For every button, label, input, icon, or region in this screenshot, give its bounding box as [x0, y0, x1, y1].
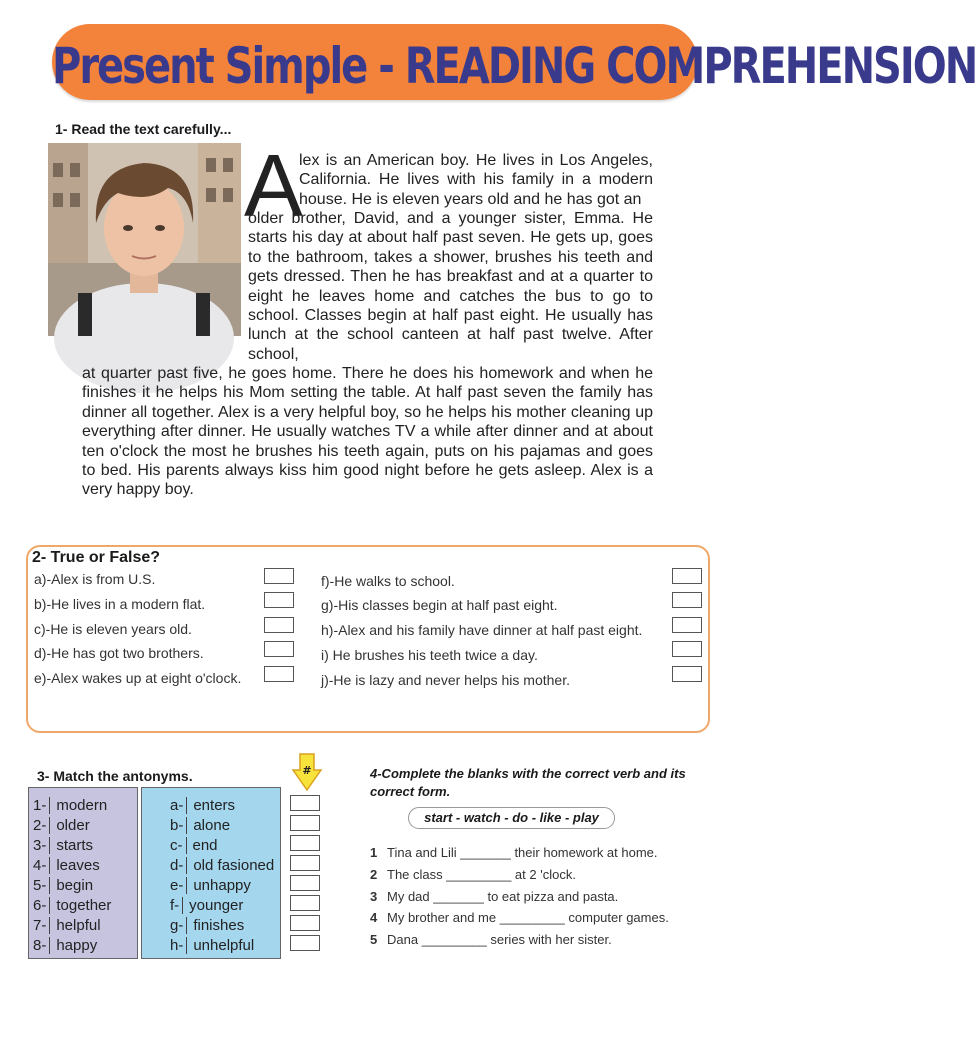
blank-sentence-2[interactable]: 2 The class _________ at 2 'clock. — [370, 867, 576, 882]
match-b-row: a- enters — [170, 797, 236, 814]
match-answer-box-7[interactable] — [290, 915, 320, 931]
match-b-row: f- younger — [170, 897, 244, 914]
match-a-row: 2- older — [33, 817, 90, 834]
title-banner — [52, 24, 976, 100]
match-a-row: 8- happy — [33, 937, 98, 954]
match-b-row: e- unhappy — [170, 877, 251, 894]
tf-answer-box-i[interactable] — [672, 641, 702, 657]
tf-answer-box-d[interactable] — [264, 641, 294, 657]
verb-bank: start - watch - do - like - play — [408, 807, 615, 829]
arrow-down-icon — [292, 752, 322, 792]
match-b-row: g- finishes — [170, 917, 245, 934]
drop-cap-letter: A — [244, 136, 303, 235]
tf-statement-h: h)-Alex and his family have dinner at half past eight. — [321, 622, 643, 638]
story-paragraph-1: lex is an American boy. He lives in Los Angeles, California. He lives with his family in a modern house. He is eleven years old and he has got an — [299, 152, 653, 208]
tf-answer-box-f[interactable] — [672, 568, 702, 584]
tf-answer-box-h[interactable] — [672, 617, 702, 633]
blank-sentence-5[interactable]: 5 Dana _________ series with her sister. — [370, 932, 612, 947]
match-a-row: 3- starts — [33, 837, 94, 854]
match-b-row: c- end — [170, 837, 218, 854]
story-paragraph-3: at quarter past five, he goes home. There he does his homework and when he finishes it he helps his Mom setting the table. At half past seven the family has dinner all together. Alex is a very helpful boy, so he helps his mother cleaning up everything after dinner. He usually watches TV a while after dinner and at about ten o'clock the most he brushes his teeth again, puts on his pajamas and goes to bed. His parents always kiss him good night before he gets asleep. Alex is a very happy boy. — [82, 365, 653, 499]
match-a-row: 7- helpful — [33, 917, 101, 934]
match-answer-box-4[interactable] — [290, 855, 320, 871]
tf-statement-g: g)-His classes begin at half past eight. — [321, 597, 558, 613]
tf-statement-c: c)-He is eleven years old. — [34, 621, 192, 637]
blank-sentence-4[interactable]: 4 My brother and me _________ computer games. — [370, 910, 669, 925]
tf-answer-box-b[interactable] — [264, 592, 294, 608]
section4-title: 4-Complete the blanks with the correct verb and its correct form. — [370, 766, 686, 799]
match-answer-box-2[interactable] — [290, 815, 320, 831]
tf-answer-box-e[interactable] — [264, 666, 294, 682]
match-answer-box-6[interactable] — [290, 895, 320, 911]
match-a-row: 1- modern — [33, 797, 108, 814]
match-b-row: d- old fasioned — [170, 857, 275, 874]
match-answer-box-3[interactable] — [290, 835, 320, 851]
tf-answer-box-j[interactable] — [672, 666, 702, 682]
tf-statement-i: i) He brushes his teeth twice a day. — [321, 647, 538, 663]
tf-statement-d: d)-He has got two brothers. — [34, 645, 204, 661]
story-paragraph-2: older brother, David, and a younger sister, Emma. He starts his day at about half past seven. He gets up, goes to the bathroom, takes a shower, brushes his teeth and gets dressed. Then he has breakfast and at a quarter to eight he leaves home and catches the bus to go to school. Classes begin at half past eight. He usually has lunch at the school canteen at half past twelve. After school, — [248, 210, 653, 363]
tf-answer-box-c[interactable] — [264, 617, 294, 633]
blank-sentence-3[interactable]: 3 My dad _______ to eat pizza and pasta. — [370, 889, 619, 904]
match-b-row: b- alone — [170, 817, 231, 834]
match-b-row: h- unhelpful — [170, 937, 255, 954]
tf-answer-box-a[interactable] — [264, 568, 294, 584]
tf-statement-a: a)-Alex is from U.S. — [34, 571, 156, 587]
tf-statement-e: e)-Alex wakes up at eight o'clock. — [34, 670, 242, 686]
match-a-row: 6- together — [33, 897, 112, 914]
tf-statement-b: b)-He lives in a modern flat. — [34, 596, 206, 612]
blank-sentence-1[interactable]: 1 Tina and Lili _______ their homework at home. — [370, 845, 658, 860]
tf-statement-f: f)-He walks to school. — [321, 573, 455, 589]
tf-answer-box-g[interactable] — [672, 592, 702, 608]
page-title: Present Simple - READING COMPREHENSION — [52, 38, 976, 96]
arrow-label: # — [302, 764, 312, 777]
match-answer-box-5[interactable] — [290, 875, 320, 891]
match-a-row: 4- leaves — [33, 857, 100, 874]
section3-title: 3- Match the antonyms. — [37, 768, 193, 784]
boy-photo — [48, 143, 241, 336]
match-answer-box-8[interactable] — [290, 935, 320, 951]
match-answer-box-1[interactable] — [290, 795, 320, 811]
match-a-row: 5- begin — [33, 877, 94, 894]
tf-statement-j: j)-He is lazy and never helps his mother. — [321, 672, 570, 688]
section1-label: 1- Read the text carefully... — [55, 121, 232, 137]
section2-title: 2- True or False? — [32, 549, 161, 566]
